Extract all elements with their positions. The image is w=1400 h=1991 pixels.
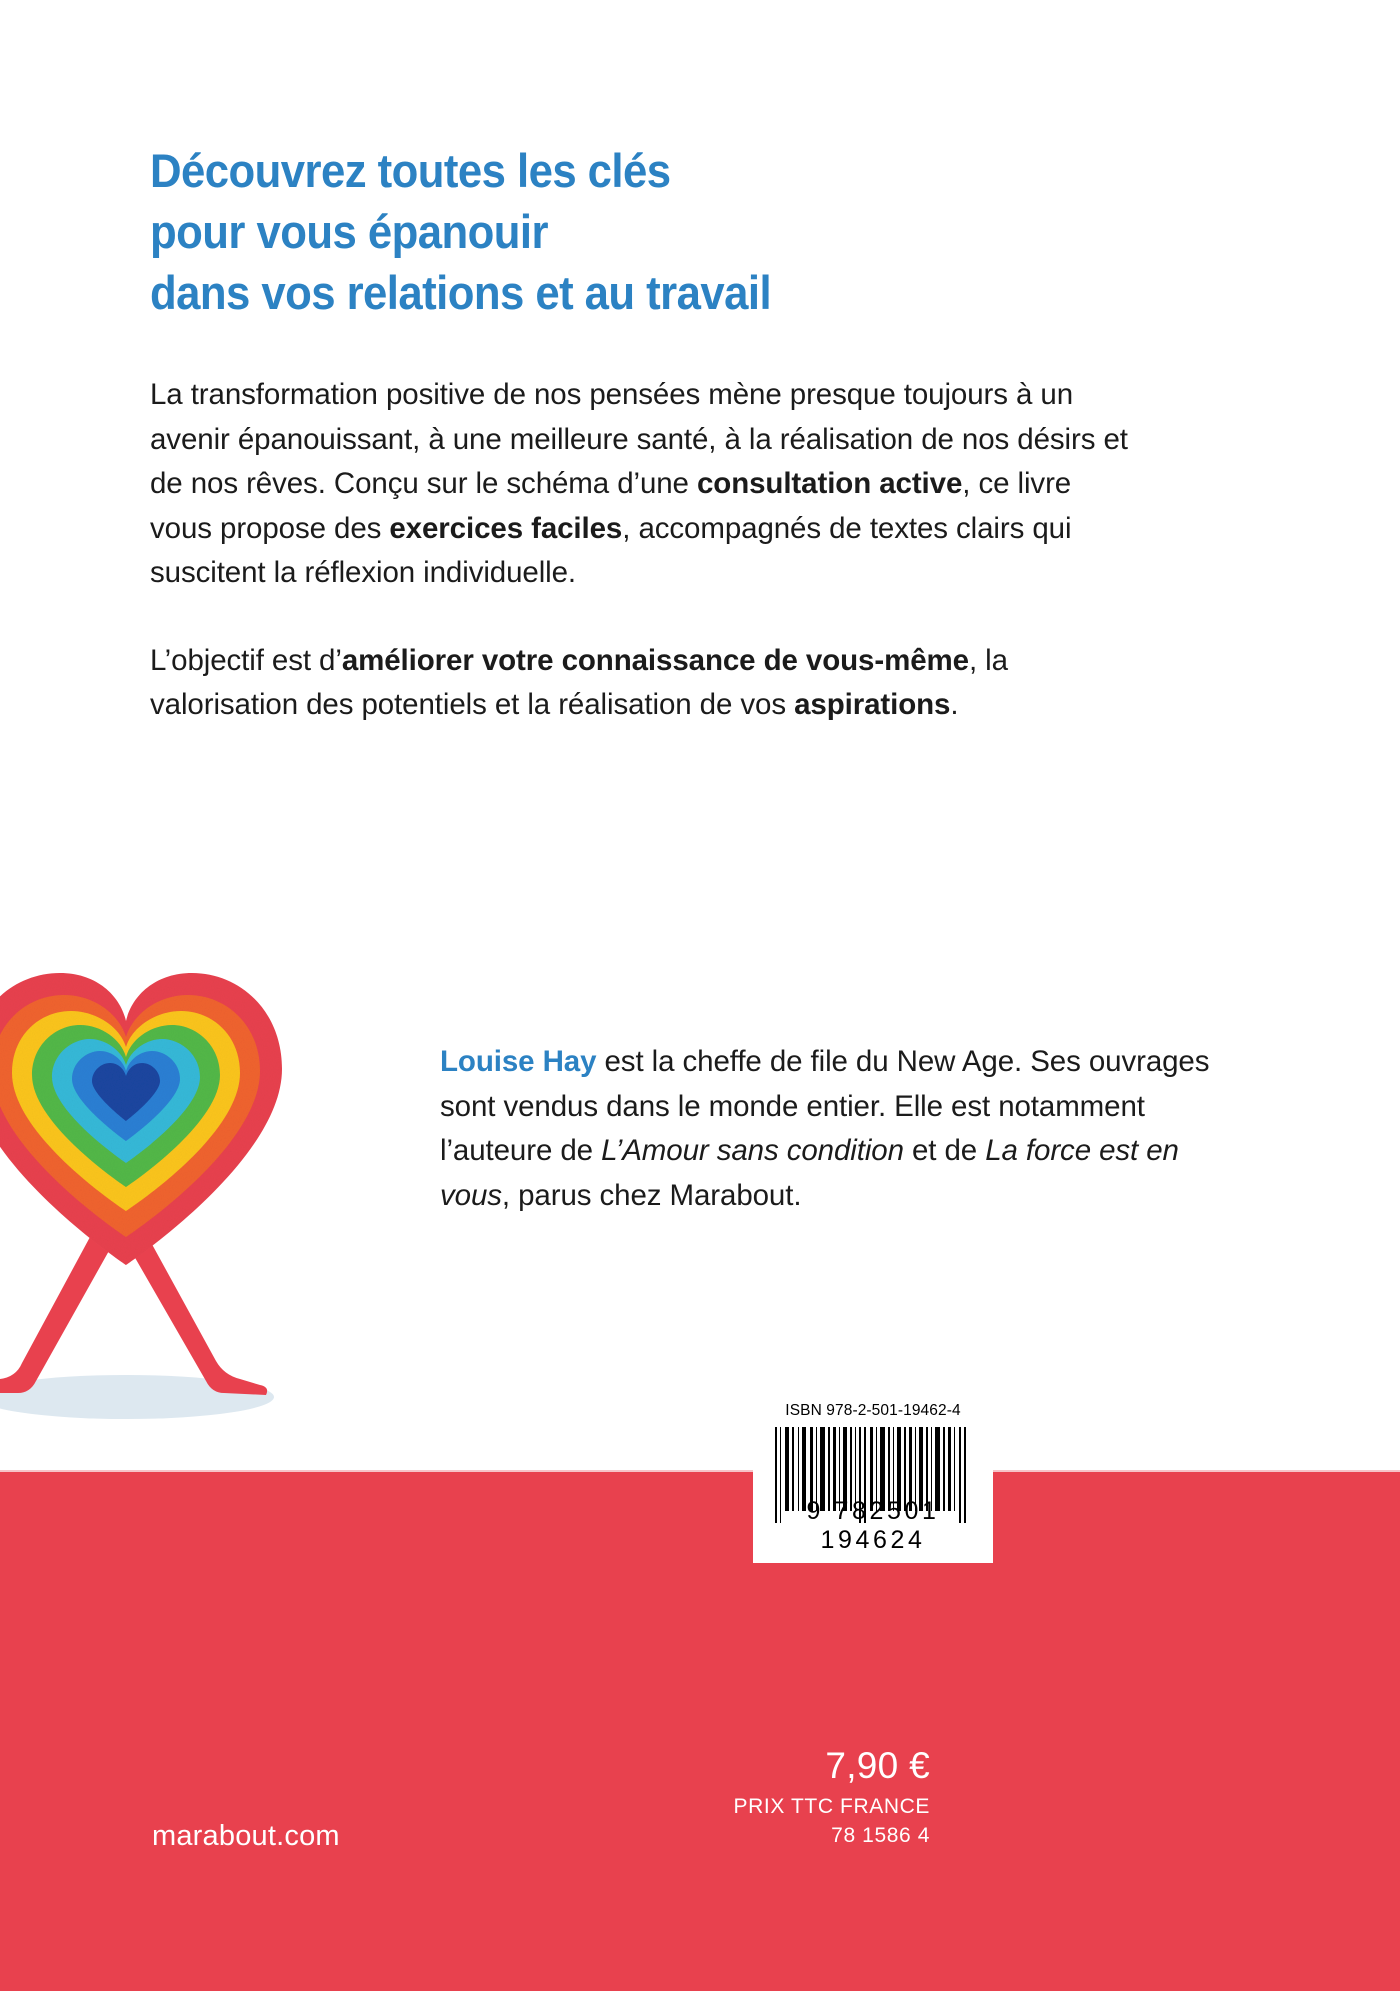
blurb-paragraph-1 — [150, 373, 1130, 596]
bio-book-title-1: L’Amour sans condition — [601, 1134, 904, 1167]
heading-line-2: pour vous épanouir — [150, 205, 548, 258]
heading-line-1: Découvrez toutes les clés — [150, 144, 671, 197]
price-block — [640, 1745, 930, 1850]
heart-legs — [0, 1237, 267, 1395]
isbn-number: ISBN 978-2-501-19462-4 — [785, 1402, 961, 1419]
blurb-p2-bold-2: aspirations — [794, 688, 951, 721]
blurb-p2-text-1: L’objectif est d’ — [150, 643, 342, 677]
heart-rainbow-layers — [0, 973, 282, 1265]
bio-book-title-2: La force est en vous — [440, 1134, 1179, 1212]
author-bio — [440, 1040, 1230, 1218]
price-internal-code: 78 1586 4 — [831, 1824, 930, 1847]
footer-band — [0, 1472, 1400, 1991]
bio-text-1: est la cheffe de file du New Age. Ses ouvrages sont vendus dans le monde entier. Elle est notamment l’auteure de — [440, 1045, 1210, 1167]
blurb-p2-text-3: . — [950, 688, 959, 721]
author-name: Louise Hay — [440, 1045, 597, 1078]
blurb-p1-bold-1: consultation active — [696, 467, 963, 500]
blurb-p1-text-1: La transformation positive de nos pensées mène presque toujours à un avenir épanouissant, à une meilleure santé, à la réalisation de nos désirs et de nos rêves. Conçu sur le schéma d’une — [150, 378, 1128, 500]
barcode-digits: 9 782501 194624 — [806, 1497, 940, 1554]
publisher-website[interactable]: marabout.com — [152, 1820, 340, 1852]
bio-text-3: , parus chez Marabout. — [501, 1178, 802, 1212]
rainbow-heart-icon — [0, 965, 408, 1445]
heading-line-3: dans vos relations et au travail — [150, 266, 772, 319]
blurb — [150, 373, 1130, 728]
blurb-p1-text-3: , accompagnés de textes clairs qui suscitent la réflexion individuelle. — [150, 511, 1072, 589]
page-title — [150, 140, 1015, 323]
blurb-p1-bold-2: exercices faciles — [389, 511, 623, 545]
blurb-p2-bold-1: améliorer votre connaissance de vous-même — [341, 643, 969, 677]
isbn-barcode-box — [753, 1393, 993, 1563]
blurb-paragraph-2 — [150, 639, 1130, 728]
bio-text-2: et de — [903, 1134, 986, 1167]
blurb-p2-text-2: , la valorisation des potentiels et la réalisation de vos — [150, 643, 1008, 721]
price-label: PRIX TTC FRANCE — [733, 1795, 930, 1818]
blurb-p1-text-2: , ce livre vous propose des — [150, 467, 1072, 545]
price-value: 7,90 € — [825, 1745, 930, 1786]
